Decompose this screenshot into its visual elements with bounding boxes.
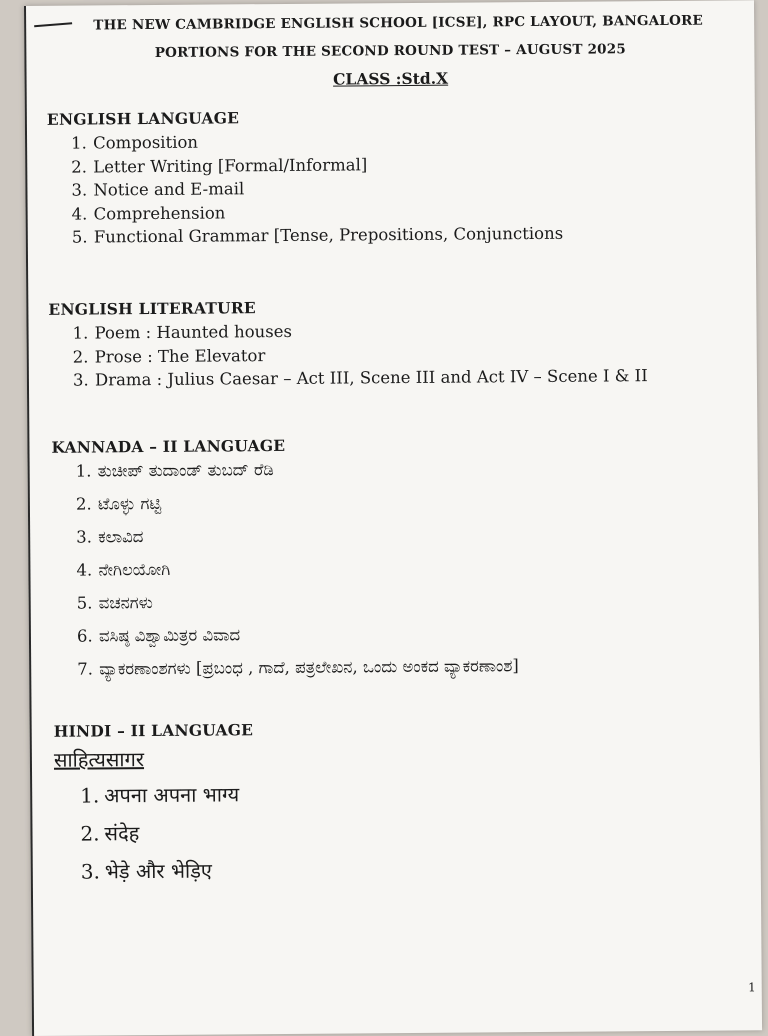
hindi-list [80, 780, 240, 895]
list-item: 7. ವ್ಯಾಕರಣಾಂಶಗಳು [ಪ್ರಬಂಧ , ಗಾದೆ, ಪತ್ರಲೇಖನ, ಒಂದು ಅಂಕದ ವ್ಯಾಕರಣಾಂಶ] [77, 656, 519, 679]
list-item: 1. अपना अपना भाग्य [80, 782, 240, 808]
list-item: 2. ಟೊಳ್ಳು ಗಟ್ಟಿ [75, 493, 162, 514]
hindi-subtitle: साहित्यसागर [53, 747, 145, 772]
list-item: 5. ವಚನಗಳು [76, 593, 153, 613]
list-item: 4. Comprehension [71, 202, 226, 224]
section-title-kannada: KANNADA – II LANGUAGE [51, 435, 286, 457]
page-number: 1 [748, 980, 756, 995]
kannada-list [76, 458, 519, 692]
section-title-english-language: ENGLISH LANGUAGE [46, 108, 240, 129]
list-item: 1. ತುಚೀಪ್ ತುದಾಂಡ್ ತುಬದ್ ರೆಡಿ [75, 460, 274, 481]
list-item: 5. Functional Grammar [Tense, Prepositions, Conjunctions [71, 223, 564, 247]
english-language-list [71, 130, 563, 251]
test-portions-title: PORTIONS FOR THE SECOND ROUND TEST – AUGUST 2025 [154, 41, 626, 61]
list-item: 3. ಕಲಾವಿದ [76, 527, 144, 547]
class-label: CLASS :Std.X [332, 68, 449, 89]
section-title-hindi: HINDI – II LANGUAGE [53, 720, 254, 741]
section-title-english-literature: ENGLISH LITERATURE [48, 298, 256, 319]
list-item: 2. Letter Writing [Formal/Informal] [71, 154, 368, 177]
list-item: 1. Poem : Haunted houses [72, 321, 293, 343]
school-name: THE NEW CAMBRIDGE ENGLISH SCHOOL [ICSE], RPC LAYOUT, BANGALORE [93, 12, 704, 34]
english-literature-list [72, 319, 647, 394]
list-item: 6. ವಸಿಷ್ಠ ವಿಶ್ವಾಮಿತ್ರರ ವಿವಾದ [76, 625, 241, 646]
list-item: 2. Prose : The Elevator [72, 345, 266, 367]
list-item: 3. Drama : Julius Caesar – Act III, Scene III and Act IV – Scene I & II [72, 366, 648, 390]
document-page [24, 0, 762, 1036]
list-item: 3. भेड़े और भेड़िए [80, 858, 213, 884]
list-item: 2. संदेह [80, 821, 140, 846]
list-item: 1. Composition [71, 132, 199, 153]
list-item: 4. ನೇಗಿಲಯೋಗಿ [76, 559, 171, 580]
list-item: 3. Notice and E-mail [71, 179, 245, 200]
